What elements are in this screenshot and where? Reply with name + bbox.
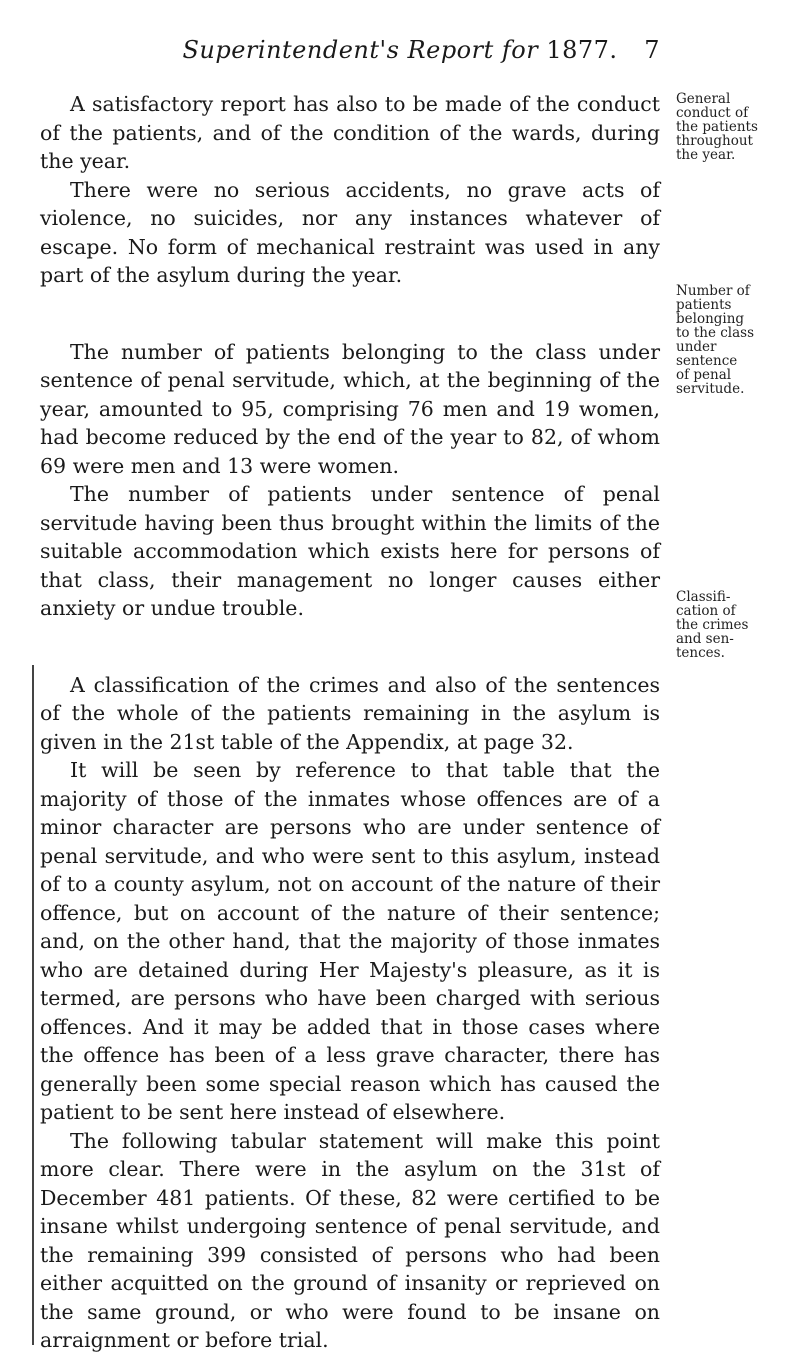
section-penal-servitude (40, 338, 660, 623)
margin-note-line: belonging (676, 311, 745, 327)
page-number: 7 (644, 36, 660, 64)
margin-note-line: Number of (676, 283, 750, 299)
section-classification (40, 671, 660, 1355)
paragraph: It will be seen by reference to that table that the majority of those of the inmates whose offences are of a minor character are persons who are under sentence of penal servitude, and who were sent to this asylum, instead of to a county asylum, not on account of the nature of their offence, but on account of the nature of their sentence; and, on the other hand, that the majority of those inmates who are detained during Her Majesty's pleasure, as it is termed, are persons who have been charged with serious offences. And it may be added that in those cases where the offence has been of a less grave character, there has generally been some special reason which has caused the patient to be sent here instead of elsewhere. (40, 758, 660, 1124)
margin-note-line: to the class (676, 325, 755, 341)
margin-note-line: cation of (676, 603, 736, 619)
margin-note-line: Classifi- (676, 589, 731, 605)
margin-note-line: sentence (676, 353, 738, 369)
paragraph: The following tabular statement will make this point more clear. There were in the asylum on the 31st of December 481 patients. Of these, 82 were certified to be insane whilst undergoing sentence of penal servitude, and the remaining 399 consisted of persons who had been either acquitted on the ground of insanity or reprieved on the same ground, or who were found to be insane on arraignment or before trial. (40, 1128, 660, 1352)
paragraph: The number of patients under sentence of penal servitude having been thus brought within the limits of the suitable accommodation which exists here for persons of that class, their management no longer causes either anxiety or undue trouble. (40, 482, 660, 620)
paragraph: A classification of the crimes and also of the sentences of the whole of the patients remaining in the asylum is given in the 21st table of the Appendix, at page 32. (40, 672, 660, 754)
margin-note-line: conduct of (676, 105, 749, 121)
running-header (0, 36, 800, 64)
margin-rule (32, 665, 34, 1345)
margin-note-line: under (676, 339, 717, 355)
margin-note-line: of penal (676, 367, 732, 383)
margin-note-line: patients (676, 297, 732, 313)
running-title: Superintendent's Report for (182, 36, 539, 64)
body-text (40, 90, 660, 1355)
margin-note-line: the patients (676, 119, 758, 135)
margin-note-conduct (676, 92, 794, 162)
margin-note-line: tences. (676, 645, 725, 661)
margin-note-line: the year. (676, 147, 736, 163)
margin-note-classification (676, 590, 794, 660)
margin-note-line: throughout (676, 133, 753, 149)
header-year: 1877. (546, 36, 618, 64)
margin-note-line: General (676, 91, 731, 107)
margin-note-line: servitude. (676, 381, 745, 397)
margin-note-penal-servitude (676, 284, 794, 396)
paragraph: The number of patients belonging to the class under sentence of penal servitude, which, at the beginning of the year, amounted to 95, comprising 76 men and 19 women, had become reduced by the end of the year to 82, of whom 69 were men and 13 were women. (40, 339, 660, 478)
section-conduct (40, 90, 660, 290)
margin-note-line: the crimes (676, 617, 749, 633)
margin-note-line: and sen- (676, 631, 734, 647)
paragraph: There were no serious accidents, no grave acts of violence, no suicides, nor any instances whatever of escape. No form of mechanical restraint was used in any part of the asylum during the year. (40, 177, 660, 287)
paragraph: A satisfactory report has also to be made of the conduct of the patients, and of the condition of the wards, during the year. (40, 92, 660, 173)
